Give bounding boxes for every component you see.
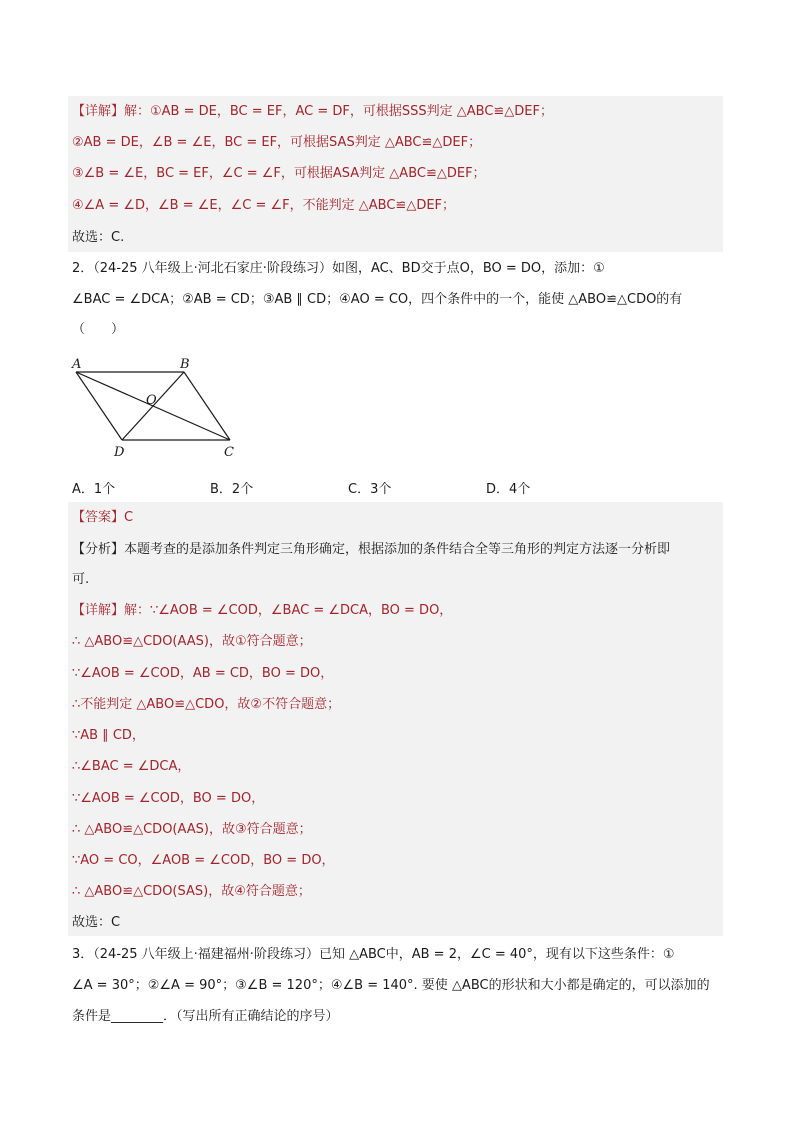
prev-solution-line-3: ③∠B = ∠E，BC = EF，∠C = ∠F，可根据ASA判定 △ABC≌△DEF；	[72, 166, 486, 181]
prev-solution-line-2: ②AB = DE，∠B = ∠E，BC = EF，可根据SAS判定 △ABC≌△DEF；	[72, 135, 482, 150]
q2-solution-line-5: ∵AB ∥ CD，	[72, 728, 145, 743]
q2-solution-line-3: ∵∠AOB = ∠COD，AB = CD，BO = DO，	[72, 666, 334, 681]
q2-solution-line-10: ∴ △ABO≌△CDO(SAS)，故④符合题意；	[72, 884, 311, 899]
q2-solution-line-7: ∵∠AOB = ∠COD，BO = DO，	[72, 791, 265, 806]
label-a: A	[72, 357, 82, 372]
q2-solution-line-2: ∴ △ABO≌△CDO(AAS)，故①符合题意；	[72, 634, 312, 649]
q2-solution-line-1: 【详解】解：∵∠AOB = ∠COD，∠BAC = ∠DCA，BO = DO，	[72, 603, 453, 618]
label-b: B	[180, 357, 190, 372]
prev-solution-line-1: 【详解】解：①AB = DE，BC = EF，AC = DF，可根据SSS判定 △ABC≌△DEF；	[72, 104, 553, 119]
prev-solution-line-4: ④∠A = ∠D，∠B = ∠E，∠C = ∠F，不能判定 △ABC≌△DEF；	[72, 198, 456, 213]
q2-option-b: B．2个	[210, 482, 254, 497]
q2-stem-line-3: （ ）	[72, 322, 125, 337]
prev-solution-conclusion: 故选：C.	[72, 230, 125, 245]
q2-option-d: D．4个	[486, 482, 531, 497]
label-c: C	[224, 445, 234, 460]
q3-stem-line-3: 条件是________．（写出所有正确结论的序号）	[72, 1009, 339, 1024]
q2-stem-line-2: ∠BAC = ∠DCA；②AB = CD；③AB ∥ CD；④AO = CO，四个条件中的一个，能使 △ABO≌△CDO的有	[72, 292, 683, 307]
q2-option-c: C．3个	[348, 482, 392, 497]
q2-stem-line-1: 2．（24-25 八年级上·河北石家庄·阶段练习）如图，AC、BD交于点O，BO = DO，添加：①	[72, 261, 605, 276]
q2-solution-line-4: ∴不能判定 △ABO≌△CDO，故②不符合题意；	[72, 697, 341, 712]
q2-analysis-line-1: 【分析】本题考查的是添加条件判定三角形确定，根据添加的条件结合全等三角形的判定方法逐一分析即	[72, 542, 671, 557]
q2-figure	[64, 352, 264, 462]
q2-solution-line-6: ∴∠BAC = ∠DCA，	[72, 759, 191, 774]
q2-option-a: A．1个	[72, 482, 116, 497]
q3-stem-line-1: 3．（24-25 八年级上·福建福州·阶段练习）已知 △ABC中，AB = 2，∠C = 40°，现有以下这些条件：①	[72, 947, 675, 962]
q2-solution-line-9: ∵AO = CO，∠AOB = ∠COD，BO = DO，	[72, 853, 335, 868]
label-o: O	[146, 393, 157, 408]
q2-solution-line-8: ∴ △ABO≌△CDO(AAS)，故③符合题意；	[72, 822, 312, 837]
q2-analysis-line-2: 可.	[72, 572, 90, 587]
q2-solution-conclusion: 故选：C	[72, 915, 121, 930]
q2-answer: 【答案】C	[72, 510, 134, 525]
q3-stem-line-2: ∠A = 30°；②∠A = 90°；③∠B = 120°；④∠B = 140°. 要使 △ABC的形状和大小都是确定的，可以添加的	[72, 978, 710, 993]
label-d: D	[114, 445, 125, 460]
